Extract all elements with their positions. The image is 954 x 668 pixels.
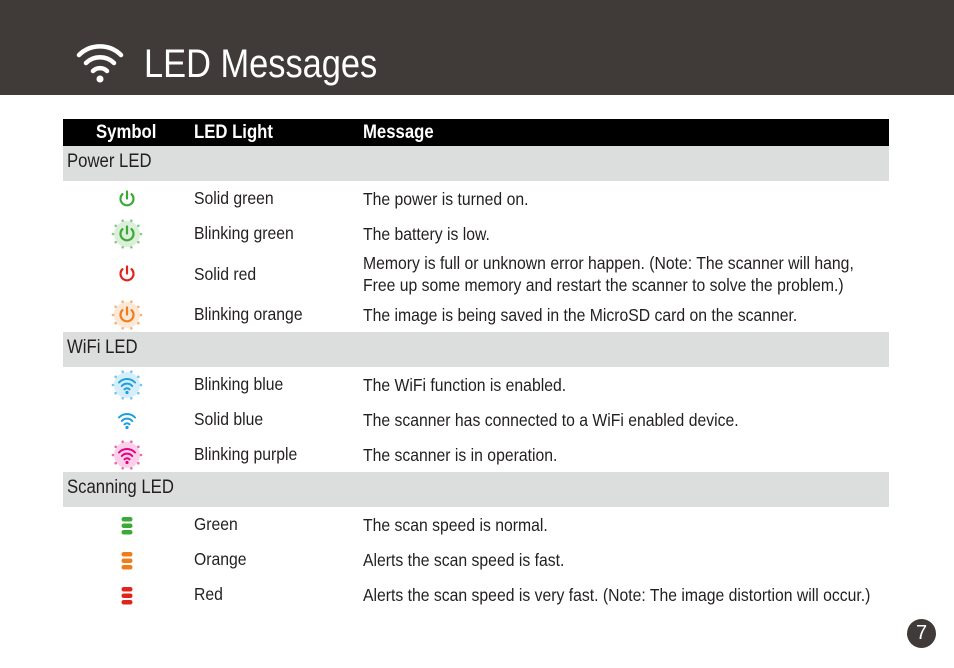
speed-bars-icon — [111, 579, 143, 611]
section-label: WiFi LED — [67, 337, 138, 358]
led-message-text: The scanner is in operation. — [363, 444, 558, 465]
led-light-label: Blinking purple — [194, 444, 298, 464]
table-row — [63, 577, 889, 612]
led-table — [63, 119, 889, 612]
wifi-icon — [76, 40, 124, 84]
led-message — [363, 216, 885, 251]
table-row — [63, 367, 889, 402]
power-icon — [111, 218, 143, 250]
led-message — [363, 402, 885, 437]
table-row — [63, 181, 889, 216]
led-light-label: Green — [194, 514, 238, 534]
table-row — [63, 402, 889, 437]
column-header-led-light: LED Light — [194, 122, 273, 143]
led-message-text: Alerts the scan speed is very fast. (Note: The image distortion will occur.) — [363, 584, 871, 605]
section-header — [63, 332, 889, 367]
led-message — [363, 437, 885, 472]
led-message-text: The battery is low. — [363, 223, 490, 244]
led-light-label: Solid green — [194, 188, 274, 208]
led-message-text: The scan speed is normal. — [363, 514, 548, 535]
column-header-symbol: Symbol — [96, 122, 157, 143]
table-row — [63, 437, 889, 472]
led-message — [363, 251, 885, 297]
led-message-text: The image is being saved in the MicroSD card on the scanner. — [363, 304, 798, 325]
table-row — [63, 297, 889, 332]
table-row — [63, 251, 889, 297]
led-light-label: Solid red — [194, 263, 257, 284]
led-light-label: Solid blue — [194, 409, 264, 429]
speed-bars-icon — [111, 544, 143, 576]
table-row — [63, 216, 889, 251]
led-message — [363, 577, 885, 612]
led-light-label: Orange — [194, 549, 247, 569]
led-message-text: The power is turned on. — [363, 188, 529, 209]
power-icon — [111, 183, 143, 215]
led-message — [363, 367, 885, 402]
led-light-label: Blinking green — [194, 223, 294, 243]
section-label: Power LED — [67, 151, 152, 172]
table-header — [63, 119, 889, 146]
led-light-label: Blinking orange — [194, 304, 303, 324]
table-row — [63, 507, 889, 542]
wifi-icon — [111, 439, 143, 471]
led-message-text: Alerts the scan speed is fast. — [363, 549, 565, 570]
page-header — [0, 0, 954, 95]
led-message-text: The WiFi function is enabled. — [363, 374, 567, 395]
led-message — [363, 297, 885, 332]
table-row — [63, 542, 889, 577]
column-header-message: Message — [363, 122, 434, 143]
led-message-text: Memory is full or unknown error happen. (Note: The scanner will hang, Free up some memory and restart the scanner to solve the problem.) — [363, 253, 854, 295]
page-number: 7 — [907, 619, 936, 648]
led-message-text: The scanner has connected to a WiFi enabled device. — [363, 409, 739, 430]
led-message — [363, 542, 885, 577]
speed-bars-icon — [111, 509, 143, 541]
power-icon — [111, 258, 143, 290]
section-label: Scanning LED — [67, 477, 174, 498]
section-header — [63, 146, 889, 181]
wifi-icon — [111, 369, 143, 401]
led-light-label: Blinking blue — [194, 374, 284, 394]
power-icon — [111, 299, 143, 331]
section-header — [63, 472, 889, 507]
page-title: LED Messages — [144, 42, 378, 86]
led-message — [363, 181, 885, 216]
led-message — [363, 507, 885, 542]
wifi-icon — [111, 404, 143, 436]
led-light-label: Red — [194, 584, 223, 604]
